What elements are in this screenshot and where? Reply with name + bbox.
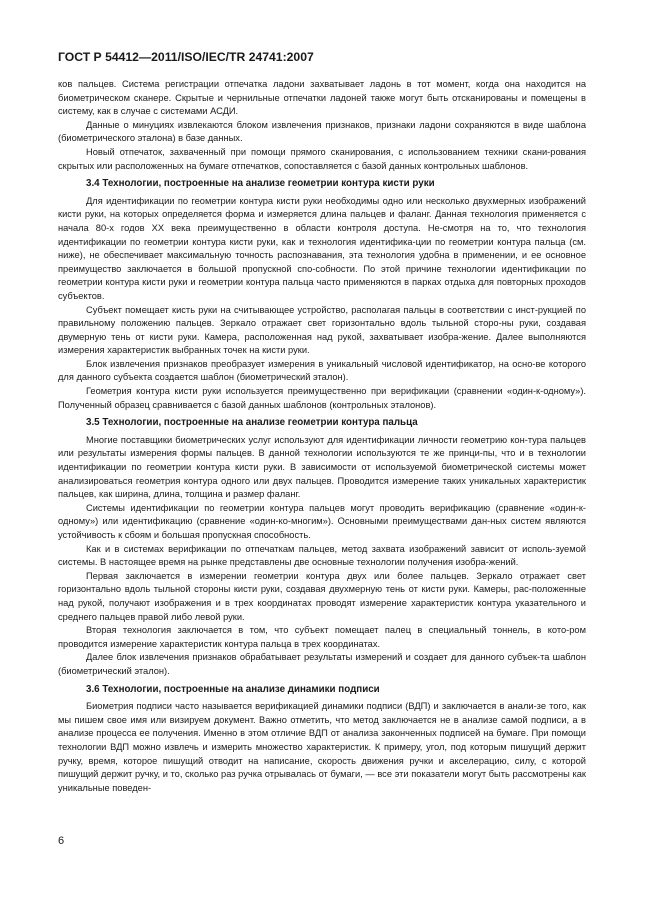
- paragraph: Первая заключается в измерении геометрии контура двух или более пальцев. Зеркало отражает свет горизонтально вдоль тыльной стороны кисти руки, создавая двухмерную тень от кисти руки. Камеры, рас-положенные над рукой, получают изображения и в трех координатах проводят измерение характеристик контура указательного и среднего пальцев правой либо левой руки.: [58, 570, 586, 622]
- paragraph: Блок извлечения признаков преобразует измерения в уникальный числовой идентификатор, на осно-ве которого для данного субъекта создается шаблон (биометрический эталон).: [58, 358, 586, 383]
- paragraph: Далее блок извлечения признаков обрабатывает результаты измерений и создает для данного субъек-та шаблон (биометрический эталон).: [58, 652, 586, 676]
- paragraph: Новый отпечаток, захваченный при помощи прямого сканирования, с использованием техники скани-рования скрытых или расположенных на бумаге отпечатков, сопоставляется с базой данных контрольных шаблонов.: [58, 146, 586, 171]
- section-heading: 3.4 Технологии, построенные на анализе геометрии контура кисти руки: [86, 178, 435, 190]
- section-heading: 3.5 Технологии, построенные на анализе геометрии контура пальца: [86, 417, 418, 429]
- section-heading: 3.6 Технологии, построенные на анализе динамики подписи: [86, 683, 380, 695]
- document-header: ГОСТ Р 54412—2011/ISO/IEC/TR 24741:2007: [58, 50, 314, 64]
- paragraph: Геометрия контура кисти руки используется преимущественно при верификации (сравнении «один-к-одному»). Полученный образец сравнивается с базой данных шаблонов (контрольных эталонов).: [58, 386, 586, 410]
- paragraph: Системы идентификации по геометрии контура пальцев могут проводить верификацию (сравнение «один-к-одному») или идентификацию (сравнение «один-ко-многим»). Основными преимуществами дан-ных систем являются устойчивость к сбоям и большая пропускная способность.: [58, 502, 586, 540]
- paragraph: Многие поставщики биометрических услуг используют для идентификации личности геометрию кон-тура пальцев или результаты измерения формы пальцев. В данной технологии используются те же принци-пы, что и в технологии идентификации по геометрии контура кисти руки. В зависимости от используемой биометрической системы может анализироваться геометрия контура одного или двух пальцев. Проводится измерение таких уникальных характеристик пальцев, как ширина, длина, толщина и размер фаланг.: [58, 434, 586, 500]
- paragraph: Субъект помещает кисть руки на считывающее устройство, располагая пальцы в соответствии с инст-рукцией по правильному положению пальцев. Зеркало отражает свет горизонтально вдоль тыльной сторо-ны руки, создавая двумерную тень от кисти руки. Камера, расположенная над рукой, захватывает изобра-жение. Далее выполняются измерения характеристик выбранных точек на кисти руки.: [58, 304, 586, 356]
- page-number: 6: [58, 835, 65, 847]
- paragraph: ков пальцев. Система регистрации отпечатка ладони захватывает ладонь в тот момент, когда она находится на биометрическом сканере. Скрытые и чернильные отпечатки ладоней также могут быть отсканированы и помещены в систему, как в случае с системами АСДИ.: [58, 79, 586, 117]
- paragraph: Данные о минуциях извлекаются блоком извлечения признаков, признаки ладони сохраняются в виде шаблона (биометрического эталона) в базе данных.: [58, 119, 586, 144]
- document-body: [58, 78, 586, 795]
- paragraph: Вторая технология заключается в том, что субъект помещает палец в специальный тоннель, в кото-ром проводится измерение характеристик контура пальца в трех координатах.: [58, 625, 586, 649]
- paragraph: Как и в системах верификации по отпечаткам пальцев, метод захвата изображений зависит от исполь-зуемой системы. В настоящее время на рынке представлены две основные технологии получения изобра-жений.: [58, 543, 586, 568]
- paragraph: Биометрия подписи часто называется верификацией динамики подписи (ВДП) и заключается в анали-зе того, как мы пишем свое имя или визируем документ. Важно отметить, что метод заключается не в анализе самой подписи, а в анализе процесса ее получения. Именно в этом отличие ВДП от анализа законченных подписей на бумаге. При помощи технологии ВДП можно извлечь и измерить множество характеристик. К примеру, угол, под которым пишущий держит ручку, время, которое пишущий отводит на написание, скорость движения ручки и акселерацию, силу, с которой пишущий держит ручку, и то, сколько раз ручка отрывалась от бумаги, — все эти показатели могут быть рассмотрены как уникальные поведен-: [58, 701, 586, 793]
- paragraph: Для идентификации по геометрии контура кисти руки необходимы одно или несколько двухмерных изображений кисти руки, на которых определяется форма и измеряется длина пальцев и фаланг. Данная технология применяется с начала 80-х годов XX века преимущественно в области контроля доступа. Не-смотря на то, что технология идентификации по геометрии контура кисти руки, как и технология идентифика-ции по геометрии контура пальца (см. ниже), не обеспечивает максимальную точность распознавания, эта технология удобна в применении, и ее основное преимущество заключается в большой пропускной спо-собности. По этой причине технологии идентификации по геометрии контура кисти руки и геометрии контура пальца часто применяются в парках отдыха для повторных проходов субъектов.: [58, 195, 586, 301]
